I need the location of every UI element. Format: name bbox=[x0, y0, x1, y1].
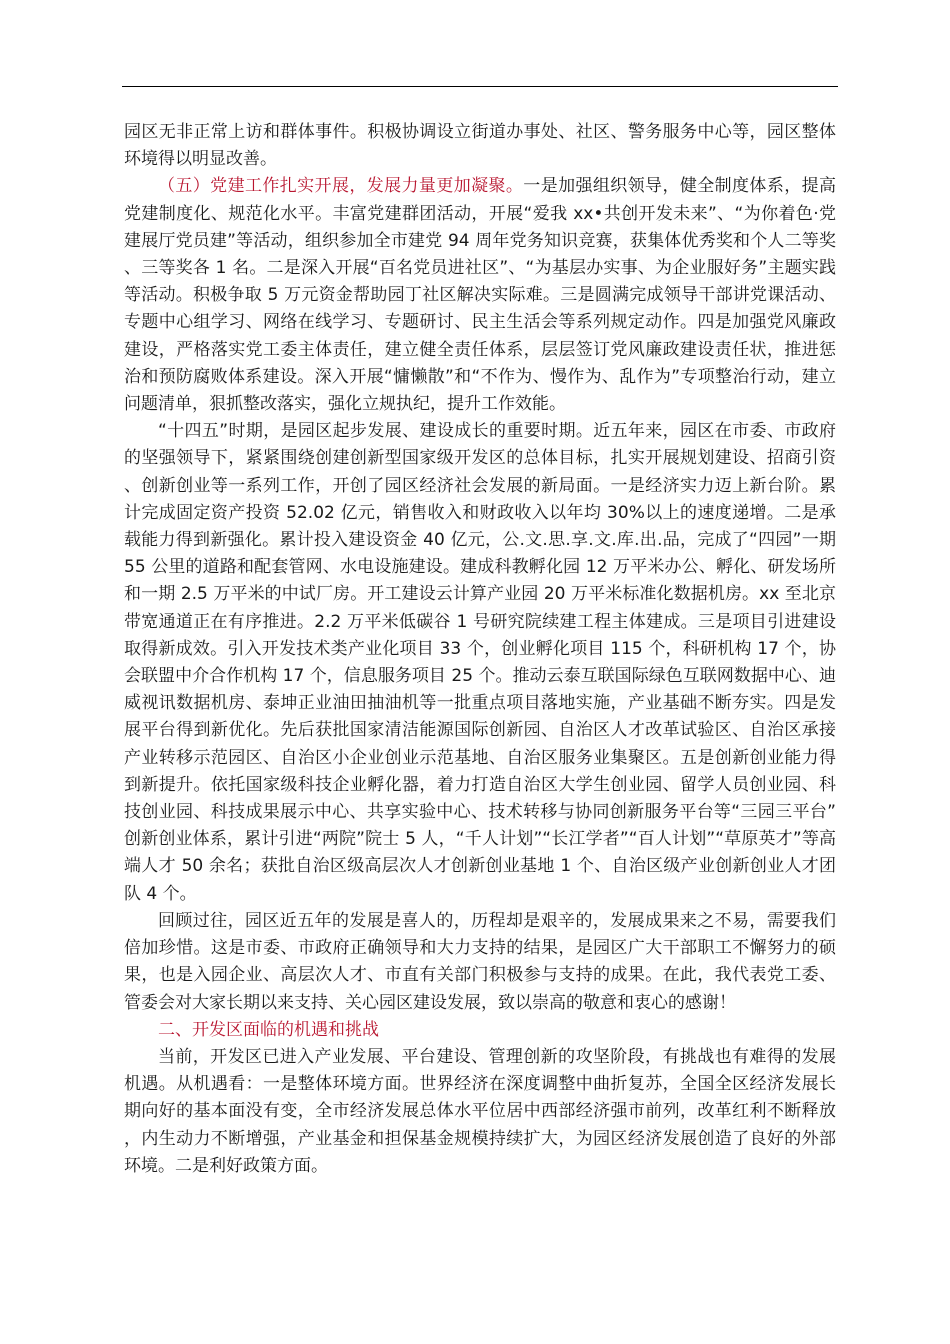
paragraph-text: “十四五”时期，是园区起步发展、建设成长的重要时期。近五年来，园区在市委、市政府的坚强领导下，紧紧围绕创建创新型国家级开发区的总体目标，扎实开展规划建设、招商引资、创新创业等一系列工作，开创了园区经济社会发展的新局面。一是经济实力迈上新台阶。累计完成固定资产投资 52.02 亿元，销售收入和财政收入以年均 30%以上的速度递增。二是承载能力得到新强化。累计投入建设资金 40 亿元，公.文.思.享.文.库.出.品，完成了“四园”一期 55 公里的道路和配套管网、水电设施建设。建成科教孵化园 12 万平米办公、孵化、研发场所和一期 2.5 万平米的中试厂房。开工建设云计算产业园 20 万平米标准化数据机房。xx 至北京带宽通道正在有序推进。2.2 万平米低碳谷 1 号研究院续建工程主体建成。三是项目引进建设取得新成效。引入开发技术类产业化项目 33 个，创业孵化项目 115 个，科研机构 17 个，协会联盟中介合作机构 17 个，信息服务项目 25 个。推动云泰互联国际绿色互联网数据中心、迪威视讯数据机房、泰坤正业油田抽油机等一批重点项目落地实施，产业基础不断夯实。四是发展平台得到新优化。先后获批国家清洁能源国际创新园、自治区人才改革试验区、自治区承接产业转移示范园区、自治区小企业创业示范基地、自治区服务业集聚区。五是创新创业能力得到新提升。依托国家级科技企业孵化器，着力打造自治区大学生创业园、留学人员创业园、科技创业园、科技成果展示中心、共享实验中心、技术转移与协同创新服务平台等“三园三平台”创新创业体系，累计引进“两院”院士 5 人，“千人计划”“长江学者”“百人计划”“草原英才”等高端人才 50 余名；获批自治区级高层次人才创新创业基地 1 个、自治区级产业创新创业人才团队 4 个。 bbox=[124, 421, 836, 904]
paragraph-text: 回顾过往，园区近五年的发展是喜人的，历程却是艰辛的，发展成果来之不易，需要我们倍加珍惜。这是市委、市政府正确领导和大力支持的结果，是园区广大干部职工不懈努力的硕果，也是入园企业、高层次人才、市直有关部门积极参与支持的成果。在此，我代表党工委、管委会对大家长期以来支持、关心园区建设发展，致以崇高的敬意和衷心的感谢！ bbox=[124, 910, 836, 1013]
paragraph-gratitude bbox=[124, 908, 836, 1017]
header-rule bbox=[122, 86, 838, 87]
paragraph-party-building bbox=[124, 173, 836, 418]
section-heading: 二、开发区面临的机遇和挑战 bbox=[158, 1019, 379, 1040]
paragraph-continuation bbox=[124, 119, 836, 173]
subsection-heading: （五）党建工作扎实开展，发展力量更加凝聚。 bbox=[158, 176, 524, 197]
paragraph-text: 园区无非正常上访和群体事件。积极协调设立街道办事处、社区、警务服务中心等，园区整体环境得以明显改善。 bbox=[124, 122, 836, 170]
paragraph-text: 当前，开发区已进入产业发展、平台建设、管理创新的攻坚阶段，有挑战也有难得的发展机遇。从机遇看：一是整体环境方面。世界经济在深度调整中曲折复苏，全国全区经济发展长期向好的基本面没有变，全市经济发展总体水平位居中西部经济强市前列，改革红利不断释放，内生动力不断增强，产业基金和担保基金规模持续扩大，为园区经济发展创造了良好的外部环境。二是利好政策方面。 bbox=[124, 1046, 836, 1176]
paragraph-opportunities bbox=[124, 1044, 836, 1180]
paragraph-five-year-review bbox=[124, 418, 836, 908]
document-body bbox=[124, 119, 836, 1180]
paragraph-text: 一是加强组织领导，健全制度体系，提高党建制度化、规范化水平。丰富党建群团活动，开展“爱我 xx•共创开发未来”、“为你着色·党建展厅党员建”等活动，组织参加全市建党 94 周年党务知识竞赛，获集体优秀奖和个人二等奖、三等奖各 1 名。二是深入开展“百名党员进社区”、“为基层办实事、为企业服好务”主题实践等活动。积极争取 5 万元资金帮助园丁社区解决实际难。三是圆满完成领导干部讲党课活动、专题中心组学习、网络在线学习、专题研讨、民主生活会等系列规定动作。四是加强党风廉政建设，严格落实党工委主体责任，建立健全责任体系，层层签订党风廉政建设责任状，推进惩治和预防腐败体系建设。深入开展“慵懒散”和“不作为、慢作为、乱作为”专项整治行动，建立问题清单，狠抓整改落实，强化立规执纪，提升工作效能。 bbox=[124, 176, 837, 415]
